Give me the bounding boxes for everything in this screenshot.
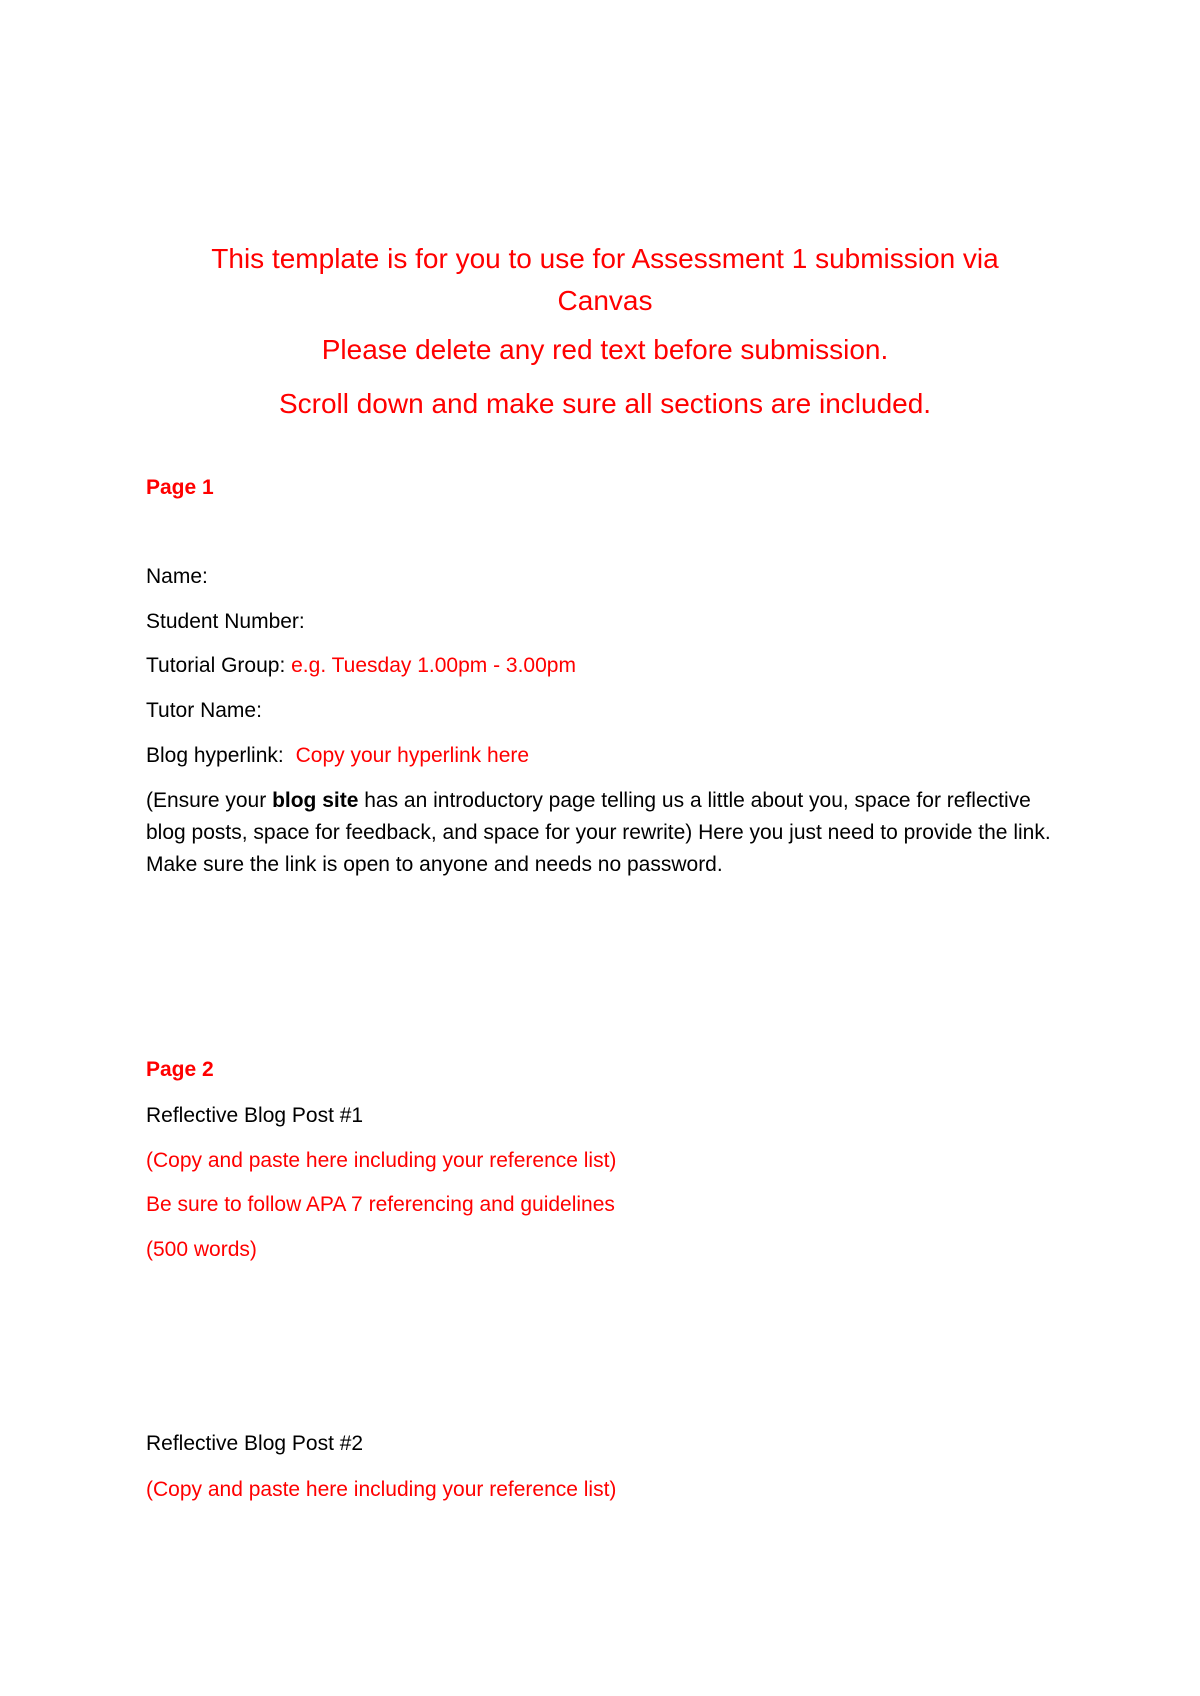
page-1-title: Page 1 [146,476,214,499]
reflective-post-2-label: Reflective Blog Post #2 [146,1432,364,1455]
tutorial-group-label: Tutorial Group: [146,654,286,677]
reflective-post-1-instruction: (Copy and paste here including your reference list) [146,1149,617,1172]
reflective-post-2-instruction: (Copy and paste here including your reference list) [146,1478,617,1501]
tutorial-group-row [146,651,576,681]
tutorial-group-example: e.g. Tuesday 1.00pm - 3.00pm [291,654,576,677]
student-number-label: Student Number: [146,610,305,633]
blog-hyperlink-label: Blog hyperlink: [146,744,284,767]
reflective-post-1-label: Reflective Blog Post #1 [146,1104,364,1127]
header-line-1: This template is for you to use for Assessment 1 submission via [211,243,999,274]
header-scroll-note: Scroll down and make sure all sections are included. [278,388,932,419]
template-header [150,238,1060,322]
blog-hyperlink-row [146,741,529,771]
reflective-post-1-word-count: (500 words) [146,1238,257,1261]
blog-instructions-pre: (Ensure your [146,789,273,812]
name-label: Name: [146,565,208,588]
blog-instructions-bold: blog site [272,789,359,812]
page-2-title: Page 2 [146,1058,214,1081]
blog-instructions [146,785,1076,881]
blog-hyperlink-placeholder: Copy your hyperlink here [295,744,530,767]
header-delete-note: Please delete any red text before submission. [321,334,889,365]
header-line-2: Canvas [557,285,653,316]
blog-instructions-post: has an introductory page telling us a little about you, space for reflective blog posts, space for feedback, and space for your rewrite) Here you just need to provide the link. Make sure the link is open to anyone and needs no password. [146,789,1051,876]
reflective-post-1-apa-note: Be sure to follow APA 7 referencing and guidelines [146,1193,615,1216]
tutor-name-label: Tutor Name: [146,699,262,722]
